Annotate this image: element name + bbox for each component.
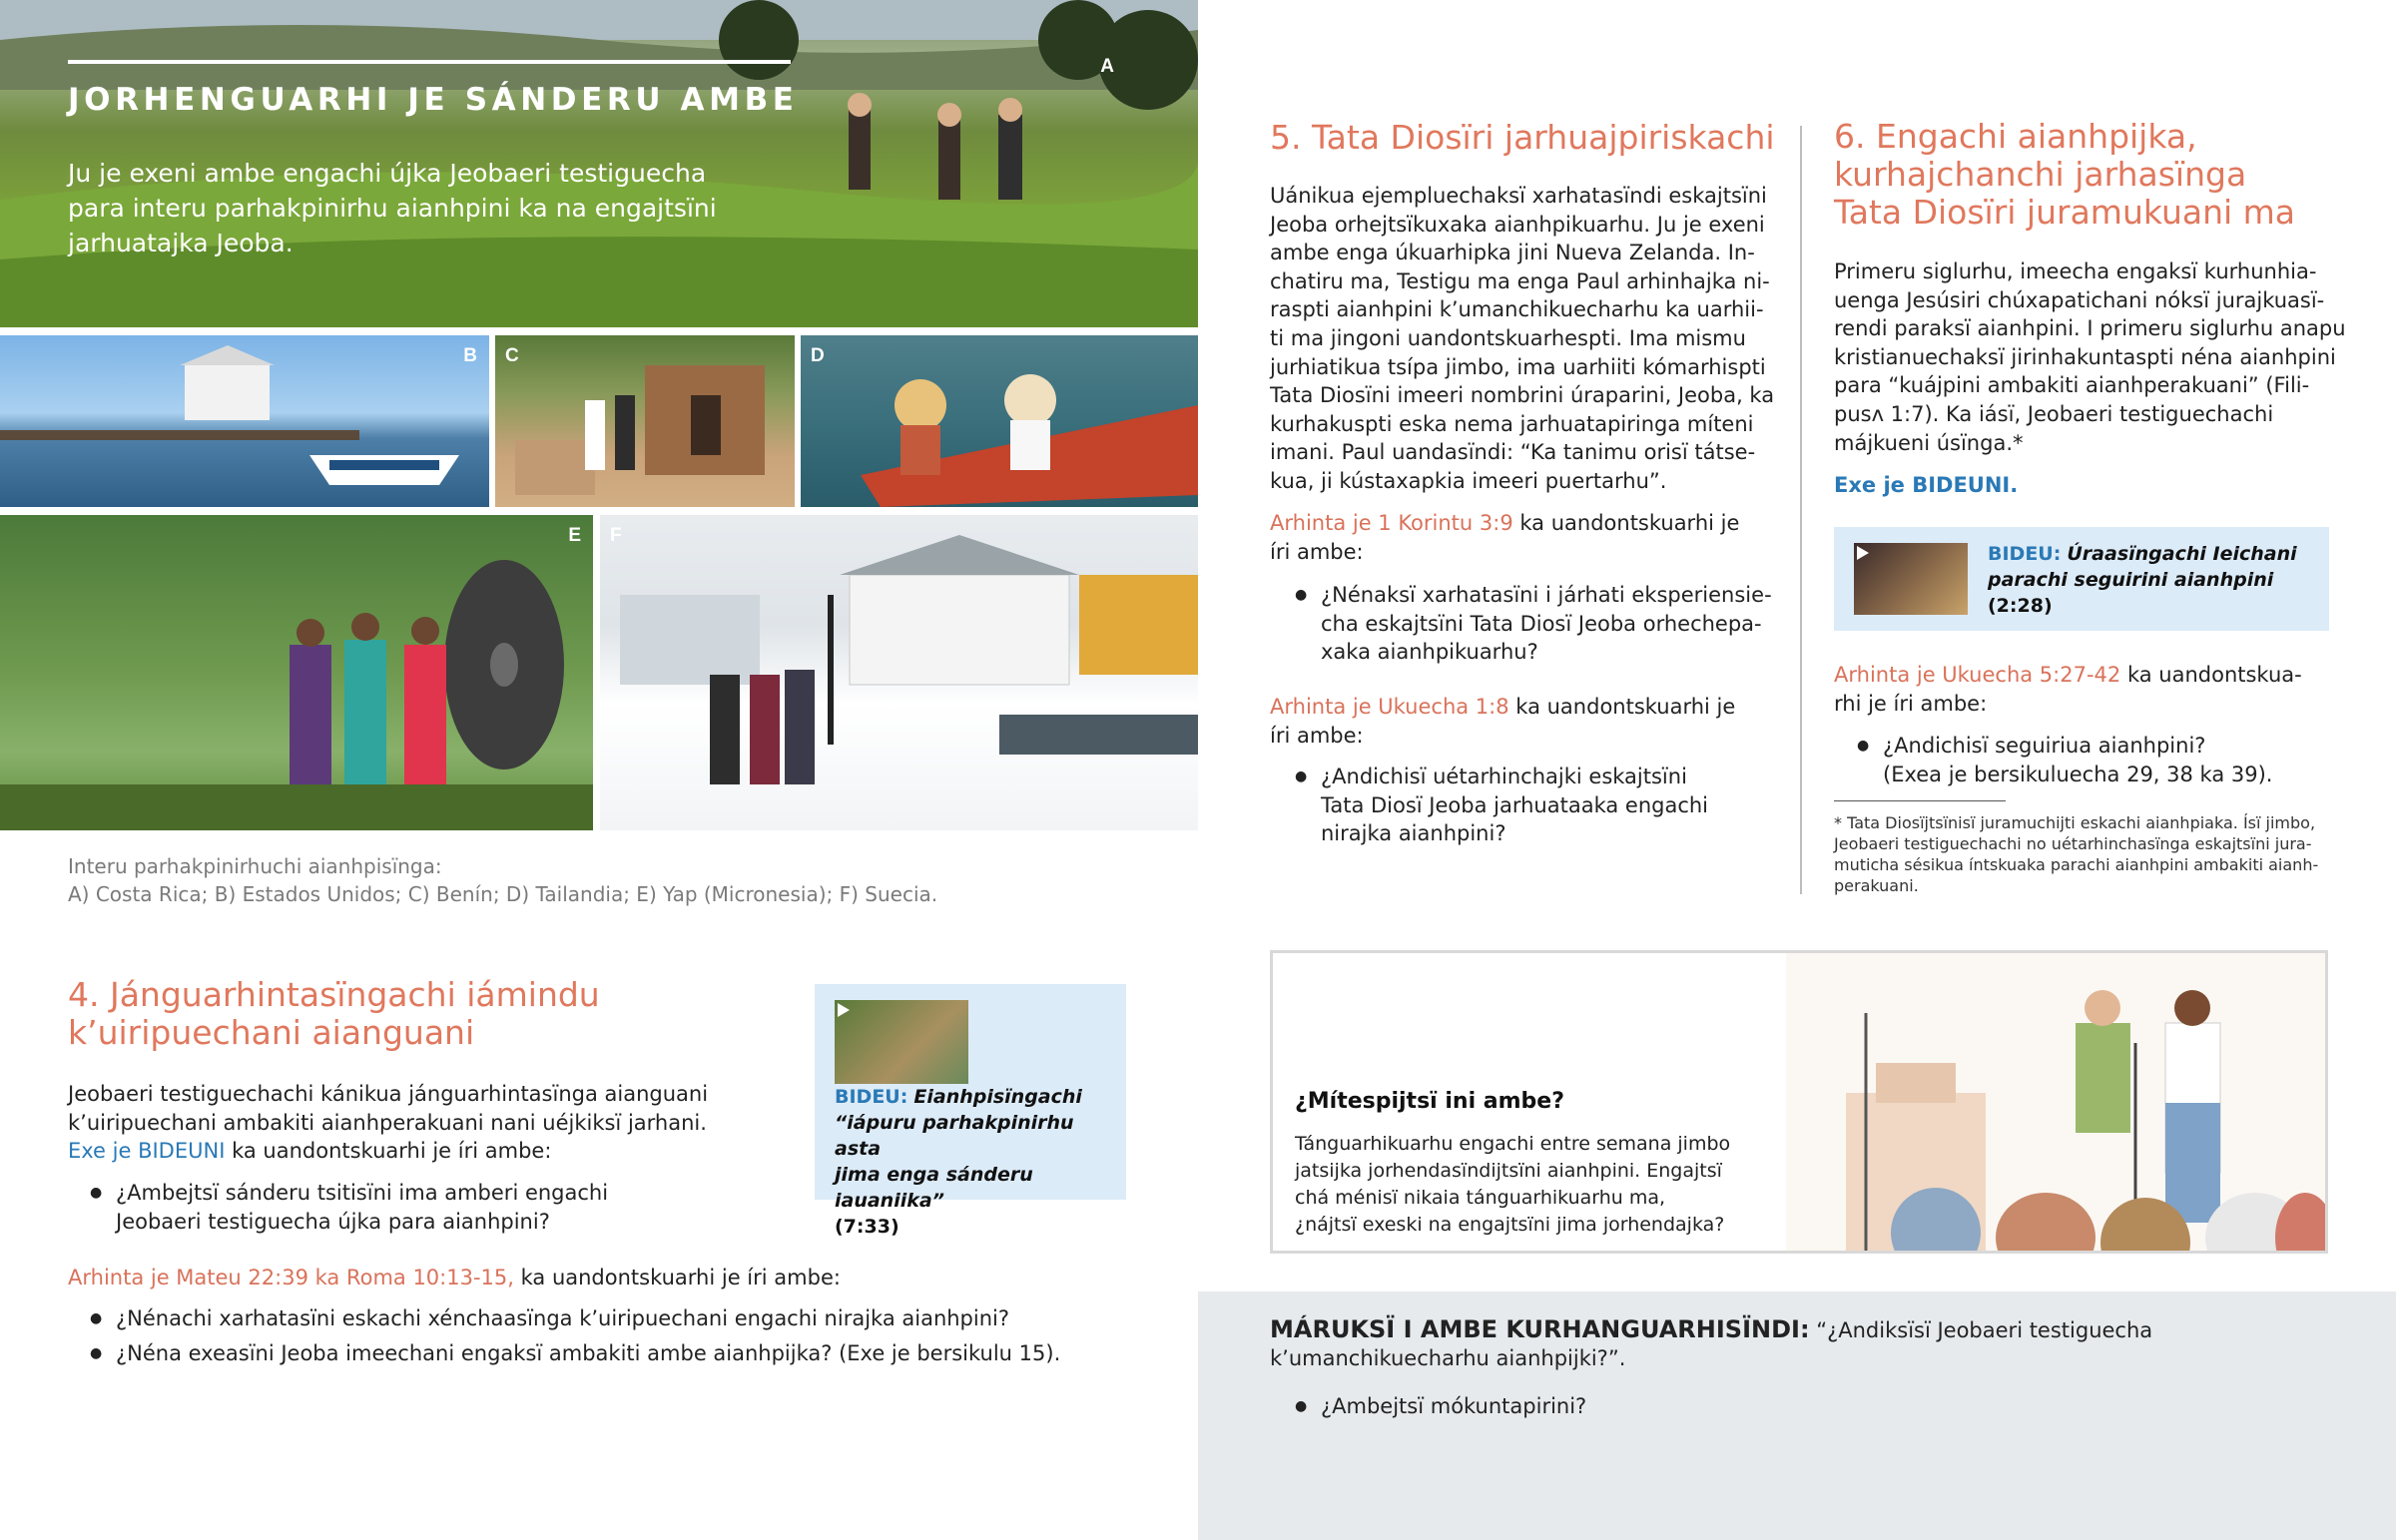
photo-letter-f: F [610,525,622,546]
snow-town-illustration [600,515,1198,830]
photo-caption-line2: A) Costa Rica; B) Estados Unidos; C) Benín; D) Tailandia; E) Yap (Micronesia); F) Suecia. [68,882,938,906]
section6-body [1834,257,2353,457]
section5-line: Tata Diosïni imeeri nombrini úraparini, Jeoba, ka [1270,383,1775,408]
section5-line: jurhiatikua tsípa jimbo, ima uarhiiti kómarhispti [1270,354,1766,379]
hero-subtitle: Ju je exeni ambe engachi újka Jeobaeri testiguecha para interu parhakpinirhu aianhpini ka na engajtsïni jarhuatajka Jeoba. [68,159,717,257]
photo-caption-line1: Interu parhakpinirhuchi aianhpisïnga: [68,854,442,878]
mitespijtsi-line: Tánguarhikuarhu engachi entre semana jimbo [1295,1133,1731,1155]
section5-bullet1-l2: cha eskajtsïni Tata Diosï Jeoba orhechepa- [1321,611,1762,636]
photo-f-snow-town [600,515,1198,830]
section6-line: pusʌ 1:7). Ka iásï, Jeobaeri testiguechachi [1834,401,2274,426]
review-bullets [1295,1392,1994,1421]
photo-e-stone-money [0,515,593,830]
section4-bullet3 [90,1339,1188,1368]
section5-reference1-rest: ka uandontskuarhi je [1512,511,1740,535]
section6-title [1834,118,2295,232]
section6-footnote [1834,812,2353,896]
photo-letter-b: B [463,345,477,366]
section6-line: májkueni úsïnga.* [1834,430,2024,455]
section5-bullet2-l1: ¿Andichisï uétarhinchajki eskajtsïni [1321,765,1687,788]
section4-title-line2: k’uiripuechani aianguani [68,1013,475,1052]
section4-line2: k’uiripuechani ambakiti aianhperakuani nani uéjkiksï jarhani. [68,1110,707,1135]
mitespijtsi-line: jatsijka jorhendasïndijtsïni aianhpini. Engajtsï [1295,1160,1722,1182]
section5-bullet2-l2: Tata Diosï Jeoba jarhuataaka engachi [1321,792,1709,817]
section4-line1: Jeobaeri testiguechachi kánikua jánguarhintasïnga aianguani [68,1082,709,1106]
footnote-line: * Tata Diosïjtsïnisï juramuchijti eskachi aianhpiaka. Ísï jimbo, [1834,813,2316,832]
section5-line: kurhakuspti eska nema jarhuatapiringa míteni [1270,411,1754,436]
section6-video-label: BIDEU: [1988,543,2062,565]
section6-line: rendi paraksï aianhpini. I primeru siglurhu anapu [1834,316,2346,341]
section6-bullet-l1: ¿Andichisï seguiriua aianhpini? [1883,734,2206,758]
section6-title-line2: kurhajchanchi jarhasïnga [1834,155,2247,194]
section6-reference-rest: ka uandontskua- [2120,663,2302,687]
section6-video-title2: parachi seguirini aianhpini [1988,569,2274,591]
section6-title-line1: 6. Engachi aianhpijka, [1834,117,2197,156]
section5-scripture-link1[interactable]: Arhinta je 1 Korintu 3:9 [1270,511,1513,535]
review-question-part2: k’umanchikuecharhu aianhpijki?”. [1270,1346,1626,1370]
section4-bullet2-text: ¿Nénachi xarhatasïni eskachi xénchaasïnga k’uiripuechani engachi nirajka aianhpini? [116,1306,1010,1330]
section4-title-line1: 4. Jánguarhintasïngachi iámindu [68,975,600,1014]
section5-reference2-rest2: íri ambe: [1270,723,1364,748]
section5-reference2-rest: ka uandontskuarhi je [1508,695,1736,719]
section4-bullets-b [90,1304,1188,1367]
boats-illustration [801,335,1198,507]
section4-video-title3: jima enga sánderu iauaniika” [835,1164,1033,1212]
section4-bullet2 [90,1304,1188,1333]
section5-line: imani. Paul uandasïndi: “Ka tanimu orisï tátse- [1270,440,1756,465]
mitespijtsi-body [1295,1131,1774,1239]
section4-video-link[interactable]: Exe je BIDEUNI [68,1139,226,1163]
section4-scripture-link[interactable]: Arhinta je Mateu 22:39 ka Roma 10:13-15, [68,1266,514,1289]
section4-bullet1-l2: Jeobaeri testiguecha újka para aianhpini? [116,1209,550,1234]
section4-reference [68,1264,1166,1292]
section4-video-title2: “iápuru parhakpinirhu asta [835,1112,1074,1160]
section5-reference2 [1270,693,1789,750]
section4-video-title1: Eianhpisïngachi [913,1086,1082,1108]
section4-video-text [835,1084,1119,1240]
mitespijtsi-box [1270,950,2328,1254]
section4-bullet3-text: ¿Néna exeasïni Jeoba imeechani engaksï ambakiti ambe aianhpijka? (Exe je bersikulu 15). [116,1340,1061,1365]
footnote-line: perakuani. [1834,876,1919,895]
section6-video-link[interactable]: Exe je BIDEUNI. [1834,473,2019,497]
section4-video-thumbnail[interactable] [835,1000,968,1084]
photo-letter-d: D [811,345,825,366]
section6-reference-rest2: rhi je íri ambe: [1834,691,1988,716]
footnote-rule [1834,800,2006,801]
section6-title-line3: Tata Diosïri juramukuani ma [1834,193,2296,232]
section4-bullets-a [90,1179,789,1236]
play-icon [1857,546,1869,560]
section4-video-label: BIDEU: [835,1086,908,1108]
photo-letter-a: A [1100,56,1114,77]
review-question-part1: “¿Andiksïsï Jeobaeri testiguecha [1809,1318,2153,1342]
hero-title-rule [68,60,791,64]
section5-line: Jeoba orhejtsïkuxaka aianhpikuarhu. Ju je exeni [1270,212,1765,237]
section6-video-thumbnail[interactable] [1854,543,1968,615]
section6-line: para “kuájpini ambakiti aianhperakuani” (Fili- [1834,373,2310,398]
section5-line: raspti aianhpini k’umanchikuecharhu ka uarhii- [1270,297,1764,322]
hero-title: JORHENGUARHI JE SÁNDERU AMBE [68,82,799,118]
hero-photo-a [0,0,1198,327]
section5-bullet1 [1295,581,1794,667]
section4-video-duration: (7:33) [835,1216,899,1238]
section4-bullet1 [90,1179,789,1236]
section4-title [68,976,600,1052]
section5-scripture-link2[interactable]: Arhinta je Ukuecha 1:8 [1270,695,1509,719]
section4-reference-rest: ka uandontskuarhi je íri ambe: [513,1266,841,1289]
section5-bullets1 [1295,581,1794,667]
section6-video-text [1988,541,2327,619]
village-illustration [495,335,795,507]
section6-line: Primeru siglurhu, imeecha engaksï kurhunhia- [1834,259,2317,283]
column-divider [1800,126,1802,894]
section5-bullet2 [1295,763,1794,848]
footnote-line: Jeobaeri testiguechachi no uétarhinchasïnga eskajtsïni jura- [1834,834,2312,853]
section5-line: Uánikua ejempluechaksï xarhatasïndi eskajtsïni [1270,184,1767,208]
meeting-illustration [1786,953,2325,1251]
section4-body [68,1080,767,1166]
photo-letter-c: C [505,345,519,366]
section5-body [1270,182,1789,496]
section5-bullets2 [1295,763,1794,848]
section5-reference1 [1270,509,1789,566]
section6-scripture-link[interactable]: Arhinta je Ukuecha 5:27-42 [1834,663,2121,687]
section5-title: 5. Tata Diosïri jarhuajpiriskachi [1270,118,1775,157]
section6-line: uenga Jesúsiri chúxapatichani nóksï jurajkuasï- [1834,287,2325,312]
section6-video-duration: (2:28) [1988,595,2053,617]
section4-line3 [68,1137,767,1166]
mitespijtsi-line: ¿nájtsï exeski na engajtsïni jima jorhendajka? [1295,1214,1725,1236]
mitespijtsi-title: ¿Mítespijtsï ini ambe? [1295,1089,1564,1114]
section4-bullet1-l1: ¿Ambejtsï sánderu tsitisïni ima amberi engachi [116,1181,609,1205]
pier-illustration [0,335,489,507]
section6-bullet1 [1857,732,2356,788]
section6-bullets [1857,732,2356,788]
section4-line3-rest: ka uandontskuarhi je íri ambe: [225,1139,552,1163]
section6-video-box[interactable] [1834,527,2329,631]
section6-video-title1: Úraasïngachi Ieichani [2067,543,2297,565]
photo-letter-e: E [568,525,581,546]
section5-bullet1-l1: ¿Nénaksï xarhatasïni i járhati eksperiensie- [1321,583,1772,607]
mitespijtsi-line: chá ménisï nikaia tánguarhikuarhu ma, [1295,1187,1666,1209]
stone-money-illustration [0,515,593,830]
section5-line: ti ma jingoni uandontskuarhespti. Ima mismu [1270,325,1746,350]
photo-d-boats [801,335,1198,507]
section5-line: ambe enga úkuarhipka jini Nueva Zelanda. In- [1270,241,1755,265]
review-bullet-text: ¿Ambejtsï mókuntapirini? [1321,1394,1587,1418]
section6-bullet-l2: (Exea je bersikuluecha 29, 38 ka 39). [1883,762,2273,786]
review-bullet [1295,1392,1994,1421]
photo-b-pier [0,335,489,507]
section5-bullet2-l3: nirajka aianhpini? [1321,821,1506,845]
section4-video-box[interactable] [815,984,1126,1238]
section6-reference [1834,661,2353,718]
photo-c-village [495,335,795,507]
section5-reference1-rest2: íri ambe: [1270,539,1364,564]
photo-caption [68,852,937,908]
section5-bullet1-l3: xaka aianhpikuarhu? [1321,640,1538,664]
section6-line: kristianuechaksï jirinhakuntaspti néna aianhpini [1834,344,2336,369]
review-label: MÁRUKSÏ I AMBE KURHANGUARHISÏNDI: [1270,1315,1810,1343]
section5-line: kua, ji kústaxapkia imeeri puertarhu”. [1270,468,1667,493]
footnote-line: muticha sésikua íntskuaka parachi aianhpini ambakiti aianh- [1834,855,2319,874]
section5-line: chatiru ma, Testigu ma enga Paul arhinhajka ni- [1270,268,1770,293]
review-text [1270,1315,2268,1372]
play-icon [838,1003,850,1017]
